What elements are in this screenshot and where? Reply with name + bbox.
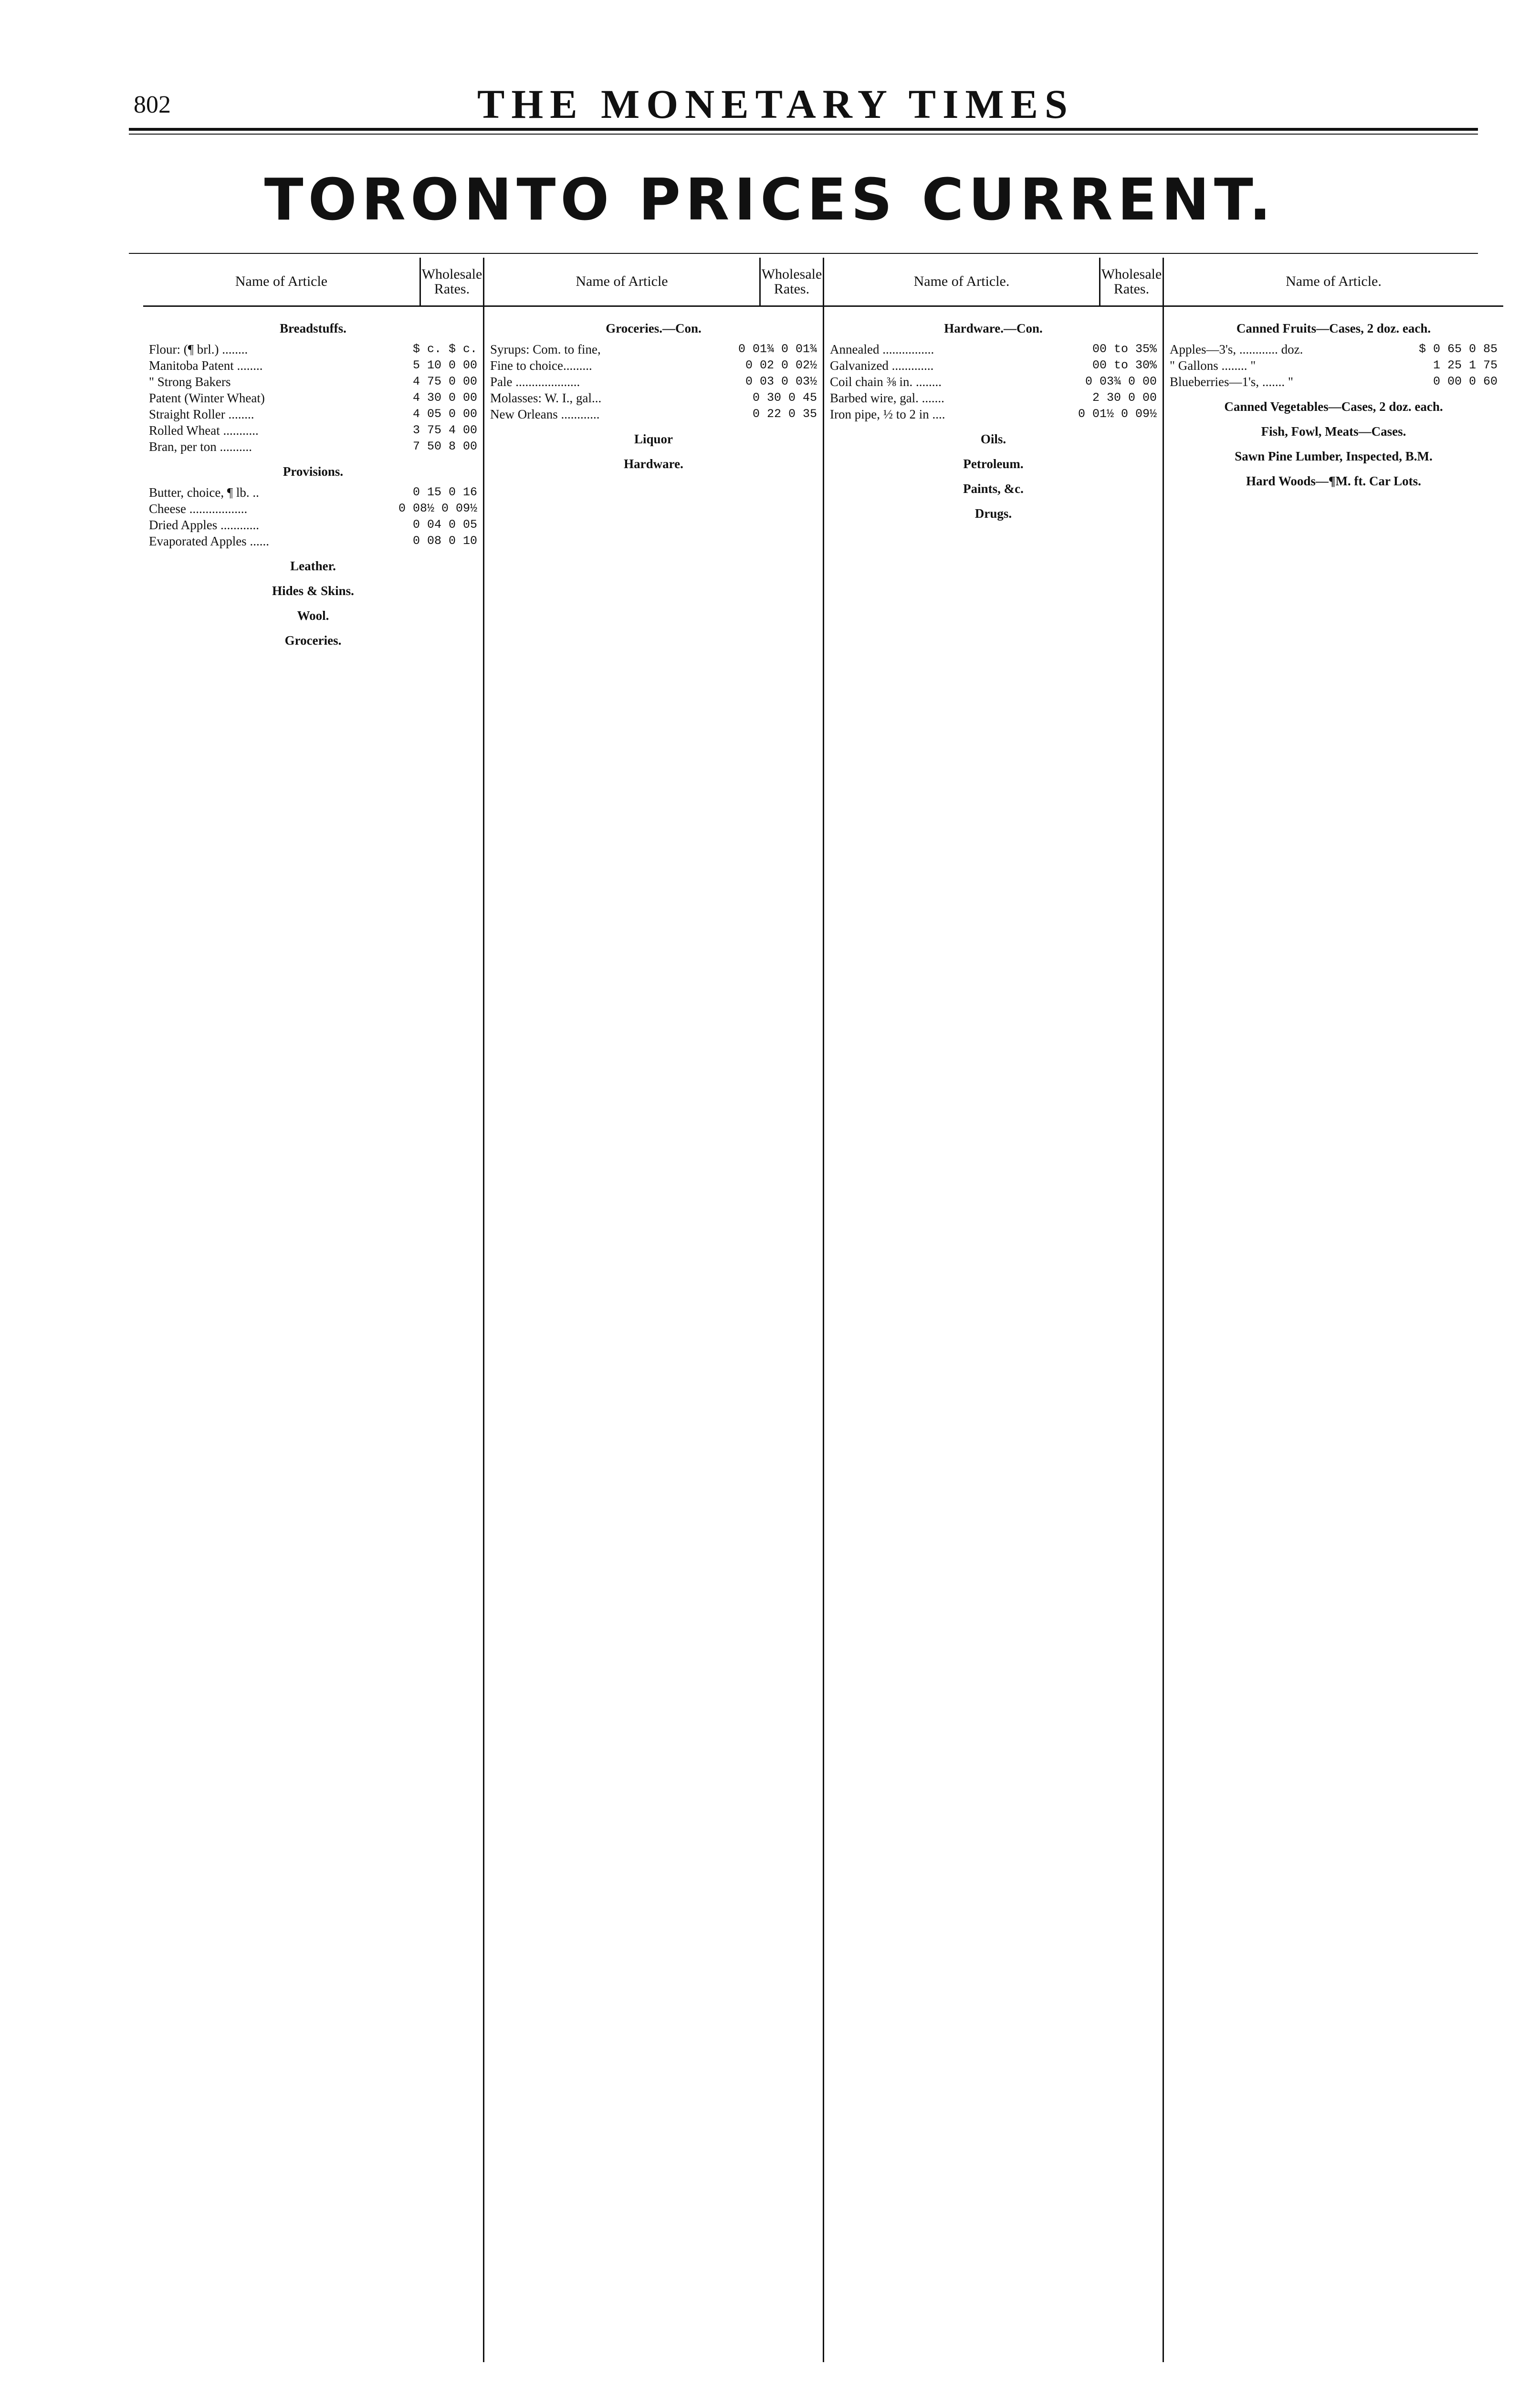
masthead-rule-thin (129, 134, 1478, 135)
column-body (143, 307, 483, 658)
section-title: Provisions. (283, 464, 344, 479)
section-title: Liquor (634, 432, 673, 446)
section-title: Groceries.—Con. (606, 321, 702, 335)
price-row (830, 374, 1157, 390)
name-of-article-header: Name of Article. (913, 273, 1010, 289)
price-row (490, 406, 817, 422)
wholesale-rates-header: Wholesale Rates. (1099, 258, 1163, 305)
wholesale-rate: 7 50 8 00 (412, 440, 477, 453)
wholesale-rates-header: Wholesale Rates. (759, 258, 823, 305)
article-name: Butter, choice, ¶ lb. .. (149, 485, 259, 500)
price-row (149, 422, 477, 439)
article-name: Coil chain ⅜ in. ........ (830, 375, 942, 389)
section-title: Leather. (290, 559, 336, 573)
column-header (1164, 258, 1503, 307)
section-title: Canned Fruits—Cases, 2 doz. each. (1236, 321, 1431, 335)
wholesale-rate: 1 25 1 75 (1433, 358, 1498, 372)
article-name: Apples—3's, ............ doz. (1170, 342, 1303, 356)
article-name: " Strong Bakers (149, 375, 231, 389)
name-of-article-header: Name of Article (576, 273, 668, 289)
article-name: " Gallons ........ " (1170, 358, 1256, 373)
article-name: Flour: (¶ brl.) ........ (149, 342, 248, 356)
title-rule (129, 253, 1478, 254)
wholesale-rate: 0 30 0 45 (752, 391, 817, 405)
wholesale-rate: $ 0 65 0 85 (1418, 342, 1498, 356)
price-row (830, 406, 1157, 422)
price-row (490, 374, 817, 390)
masthead: THE MONETARY TIMES (477, 81, 1074, 127)
wholesale-rate: 0 08 0 10 (412, 534, 477, 548)
section-title: Drugs. (974, 506, 1012, 521)
article-name: New Orleans ............ (490, 407, 600, 421)
price-row (490, 390, 817, 406)
article-name: Cheese .................. (149, 502, 248, 516)
article-name: Straight Roller ........ (149, 407, 254, 421)
column-body (1164, 307, 1503, 499)
wholesale-rate: 0 03 0 03½ (745, 375, 817, 388)
column-1 (143, 258, 483, 2362)
section-title: Sawn Pine Lumber, Inspected, B.M. (1235, 449, 1433, 463)
wholesale-rates-header: Wholesale Rates. (419, 258, 483, 305)
section-title: Hardware.—Con. (944, 321, 1043, 335)
price-row (490, 341, 817, 357)
wholesale-rate: 4 30 0 00 (412, 391, 477, 405)
price-row (830, 390, 1157, 406)
section-title: Oils. (980, 432, 1006, 446)
price-row (149, 439, 477, 455)
column-header (824, 258, 1163, 307)
section-title: Hides & Skins. (272, 584, 354, 598)
wholesale-rate: 0 02 0 02½ (745, 358, 817, 372)
price-row (149, 501, 477, 517)
page-title: TORONTO PRICES CURRENT. (264, 167, 1276, 233)
name-of-article-header: Name of Article. (1286, 273, 1382, 289)
price-row (149, 517, 477, 533)
article-name: Pale .................... (490, 375, 580, 389)
article-name: Galvanized ............. (830, 358, 934, 373)
price-table (143, 258, 1503, 2362)
wholesale-rate: 3 75 4 00 (412, 423, 477, 437)
price-row (830, 357, 1157, 374)
wholesale-rate: 0 22 0 35 (752, 407, 817, 421)
wholesale-rate: 0 03¾ 0 00 (1085, 375, 1157, 388)
wholesale-rate: 0 04 0 05 (412, 518, 477, 532)
wholesale-rate: 0 08½ 0 09½ (398, 502, 477, 515)
price-row (149, 390, 477, 406)
wholesale-rate: 00 to 35% (1092, 342, 1157, 356)
article-name: Iron pipe, ½ to 2 in .... (830, 407, 945, 421)
price-row (149, 484, 477, 501)
section-title: Breadstuffs. (280, 321, 346, 335)
article-name: Fine to choice......... (490, 358, 592, 373)
column-2 (483, 258, 823, 2362)
masthead-rule (129, 128, 1478, 131)
article-name: Rolled Wheat ........... (149, 423, 259, 438)
article-name: Evaporated Apples ...... (149, 534, 269, 548)
price-row (149, 374, 477, 390)
section-title: Petroleum. (963, 457, 1024, 471)
price-row (1170, 357, 1498, 374)
price-row (1170, 374, 1498, 390)
price-row (1170, 341, 1498, 357)
article-name: Blueberries—1's, ....... " (1170, 375, 1293, 389)
column-body (824, 307, 1163, 531)
column-header (484, 258, 823, 307)
wholesale-rate: 0 01½ 0 09½ (1078, 407, 1157, 421)
page-number: 802 (134, 91, 171, 118)
price-row (149, 357, 477, 374)
wholesale-rate: 4 05 0 00 (412, 407, 477, 421)
section-title: Groceries. (284, 633, 342, 648)
wholesale-rate: 00 to 30% (1092, 358, 1157, 372)
wholesale-rate: 5 10 0 00 (412, 358, 477, 372)
wholesale-rate: 4 75 0 00 (412, 375, 477, 388)
article-name: Annealed ................ (830, 342, 934, 356)
price-row (149, 341, 477, 357)
article-name: Patent (Winter Wheat) (149, 391, 265, 405)
section-title: Wool. (297, 608, 329, 623)
article-name: Molasses: W. I., gal... (490, 391, 602, 405)
column-3 (823, 258, 1163, 2362)
section-title: Hardware. (624, 457, 683, 471)
column-body (484, 307, 823, 481)
section-title: Paints, &c. (963, 481, 1024, 496)
section-title: Hard Woods—¶M. ft. Car Lots. (1246, 474, 1421, 488)
price-row (149, 533, 477, 549)
wholesale-rate: 0 15 0 16 (412, 485, 477, 499)
price-row (149, 406, 477, 422)
section-title: Canned Vegetables—Cases, 2 doz. each. (1224, 399, 1443, 414)
column-4 (1163, 258, 1503, 2362)
price-row (830, 341, 1157, 357)
article-name: Syrups: Com. to fine, (490, 342, 601, 356)
price-row (490, 357, 817, 374)
article-name: Barbed wire, gal. ....... (830, 391, 944, 405)
article-name: Manitoba Patent ........ (149, 358, 263, 373)
section-title: Fish, Fowl, Meats—Cases. (1261, 424, 1406, 439)
name-of-article-header: Name of Article (235, 273, 328, 289)
article-name: Dried Apples ............ (149, 518, 259, 532)
wholesale-rate: $ c. $ c. (412, 342, 477, 356)
article-name: Bran, per ton .......... (149, 440, 252, 454)
wholesale-rate: 0 00 0 60 (1433, 375, 1498, 388)
column-header (143, 258, 483, 307)
wholesale-rate: 2 30 0 00 (1092, 391, 1157, 405)
wholesale-rate: 0 01¾ 0 01¾ (738, 342, 817, 356)
